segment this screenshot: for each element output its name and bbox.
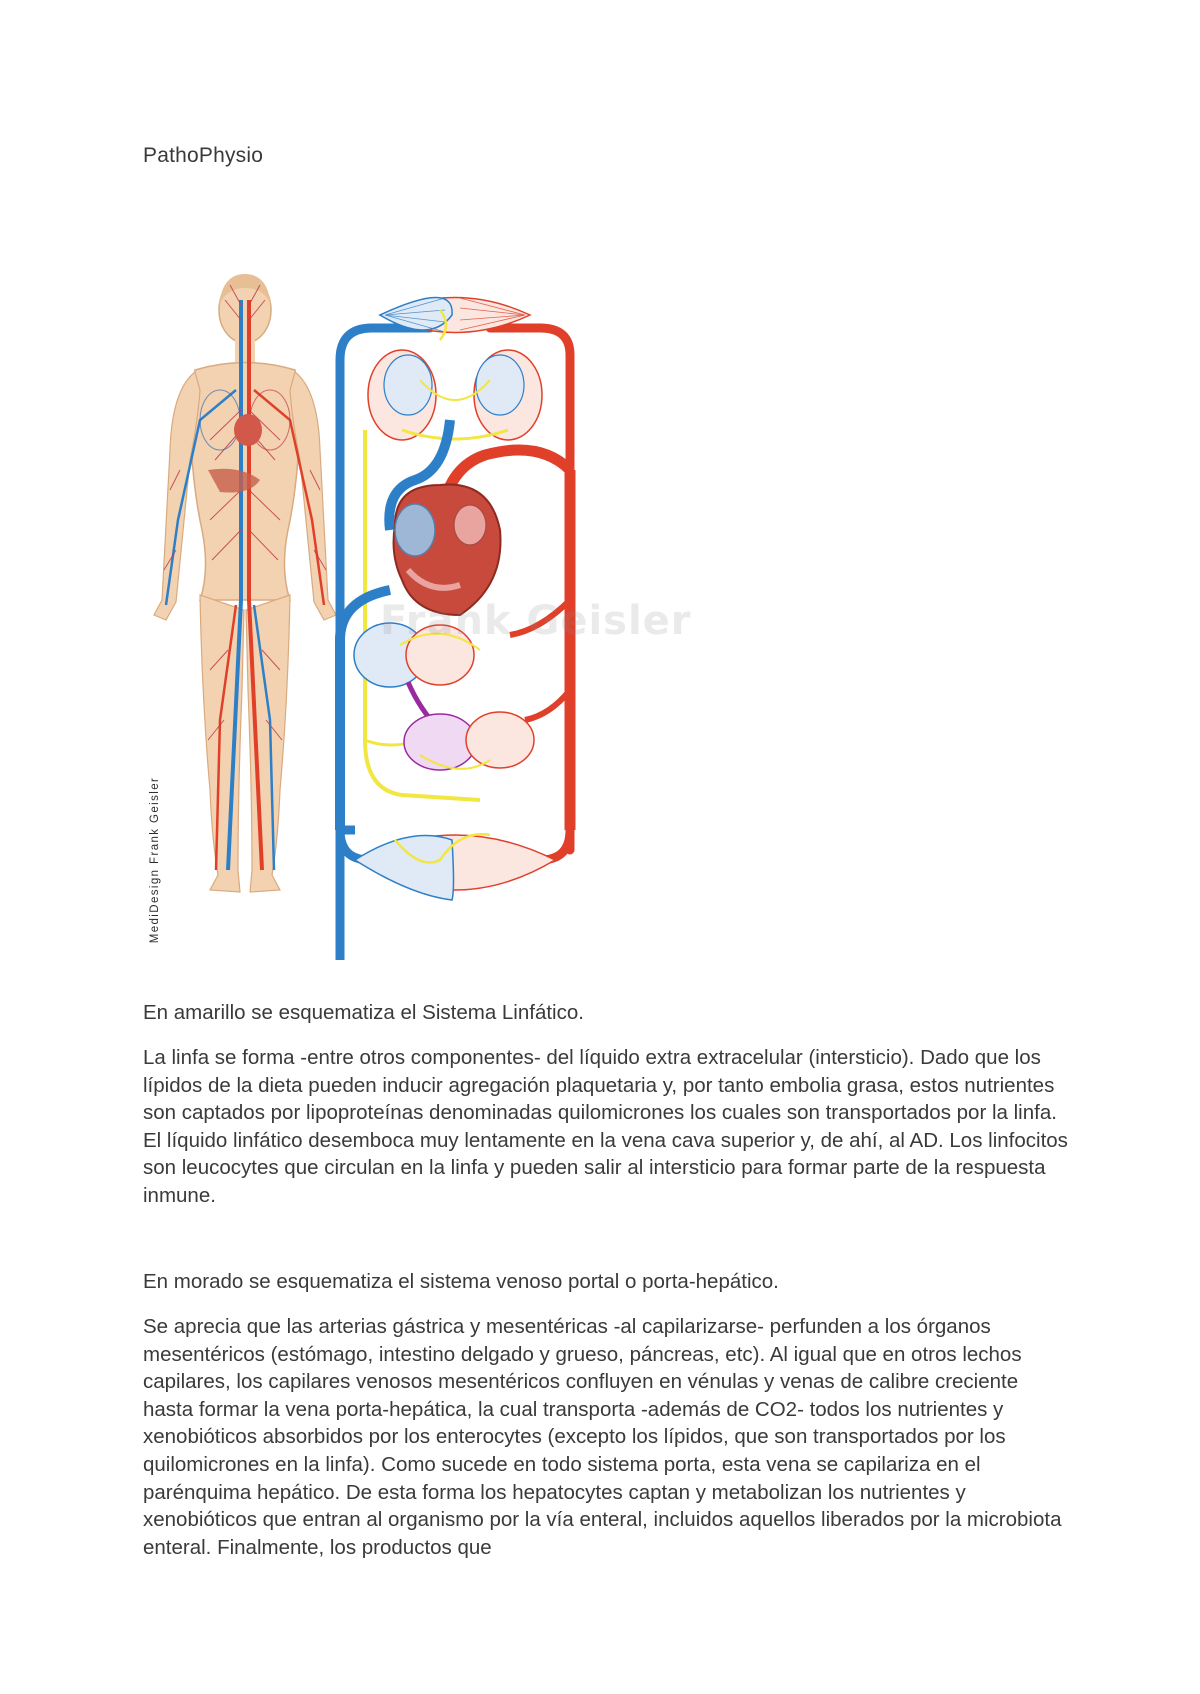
paragraph-text: Se aprecia que las arterias gástrica y mesentéricas -al capilarizarse- perfunden a los órganos mesentéricos (estómago, intestino delgado y grueso, páncreas, etc). Al igual que en otros lechos capilares, los capilares venosos mesentéricos confluyen en vénulas y venas de calibre creciente hasta formar la vena porta-hepática, la cual transporta -además de CO2- todos los nutrientes y xenobióticos absorbidos por los enterocytes (excepto los lípidos, que son transportados por los quilomicrones en la linfa). Como sucede en todo sistema porta, esta vena se capilariza en el parénquima hepático. De esta forma los hepatocytes captan y metabolizan los nutrientes y xenobióticos que entran al organismo por la vía enteral, incluidos aquellos liberados por la microbiota enteral. Finalmente, los productos que — [143, 1315, 1062, 1559]
figure-credit: MediDesign Frank Geisler — [149, 776, 161, 944]
human-body-illustration — [154, 274, 336, 892]
paragraph-portal-body — [143, 1313, 1073, 1561]
paragraph-portal-title — [143, 1268, 1073, 1296]
capillary-bed-lungs — [368, 350, 542, 440]
capillary-bed-liver — [404, 712, 534, 770]
paragraph-text: En amarillo se esquematiza el Sistema Linfático. — [143, 1001, 584, 1024]
figure-credit-wrapper — [140, 760, 170, 960]
paragraph-lymphatic-body — [143, 1044, 1073, 1210]
paragraph-lymphatic-title — [143, 999, 1073, 1027]
capillary-bed-head — [380, 298, 530, 341]
figure-watermark: Frank Geisler — [380, 598, 692, 644]
paragraph-text: En morado se esquematiza el sistema venoso portal o porta-hepático. — [143, 1270, 779, 1293]
page-header: PathoPhysio — [143, 144, 264, 167]
paragraph-text: La linfa se forma -entre otros componentes- del líquido extra extracelular (intersticio). Dado que los lípidos de la dieta pueden inducir agregación plaquetaria y, por tanto embolia grasa, estos nutrientes son captados por lipoproteínas denominadas quilomicrones los cuales son transportados por la linfa. El líquido linfático desemboca muy lentamente en la vena cava superior y, de ahí, al AD. Los linfocitos son leucocytes que circulan en la linfa y pueden salir al intersticio para formar parte de la respuesta inmune. — [143, 1046, 1068, 1207]
heart-illustration — [394, 485, 501, 615]
capillary-bed-lower-body — [355, 834, 555, 900]
